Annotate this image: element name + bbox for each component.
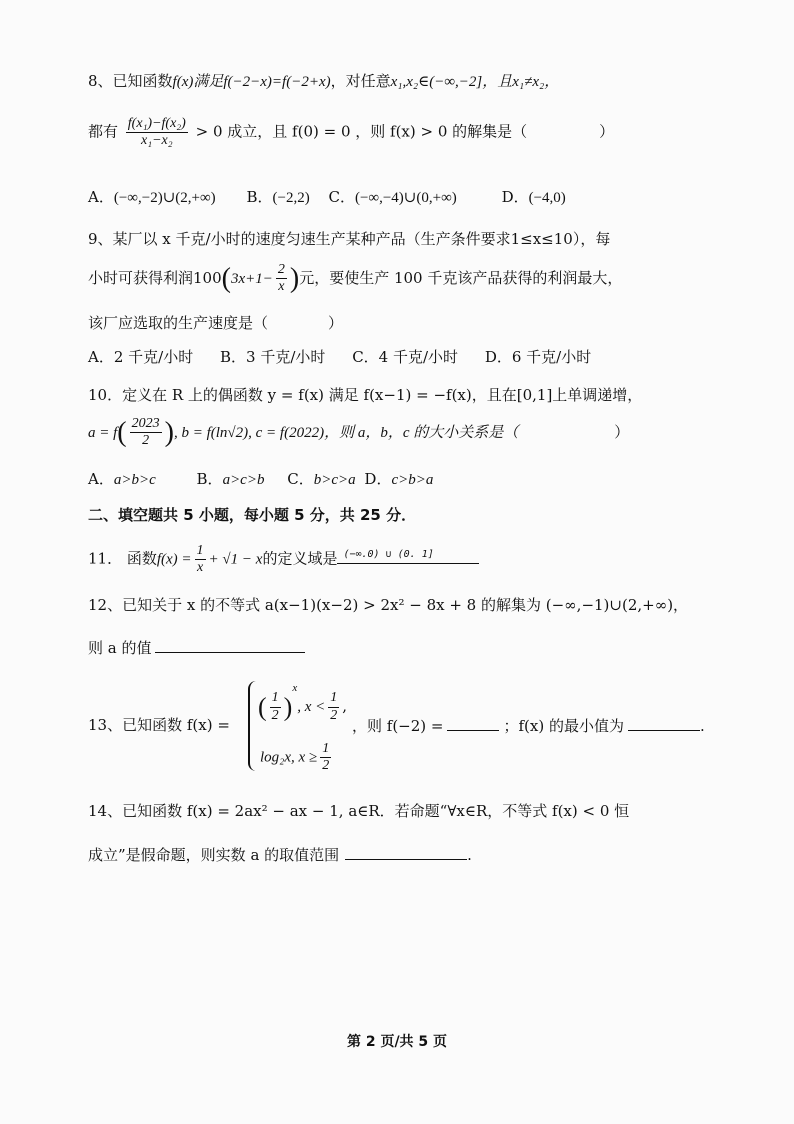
q12-answer-blank[interactable]	[155, 638, 305, 653]
q13-mid: ，则 f(−2) =	[352, 717, 444, 735]
option-label: C．	[328, 188, 355, 206]
q10-a-prefix: a = f	[88, 424, 118, 441]
q13-case2-expr: log₂x, x ≥	[260, 749, 318, 766]
option-text: (−2,2)	[272, 190, 310, 206]
q8-set: x₁,x₂∈(−∞,−2]	[390, 74, 483, 90]
q9-frac-den: x	[278, 279, 285, 295]
q9-fraction	[276, 262, 287, 295]
q8-option-a[interactable]	[88, 188, 216, 206]
q8-fraction	[126, 116, 188, 149]
q8-mid-text: ，对任意	[330, 72, 391, 90]
q8-option-d[interactable]	[502, 188, 566, 206]
q13-exponent: x	[292, 682, 298, 694]
q11-fraction	[195, 543, 206, 576]
q13-base-den: 2	[271, 707, 279, 723]
q13-case1-cond: , x <	[297, 699, 326, 715]
q13-blank1[interactable]	[447, 716, 499, 731]
q10-line2-tail: , b = f(ln√2), c = f(2022)，则 a，b，c 的大小关系是（	[173, 424, 519, 441]
q9-line2-tail: 元，要使生产 100 千克该产品获得的利润最大，	[299, 268, 623, 287]
option-text: a>b>c	[113, 472, 156, 488]
q13-case2-half-den: 2	[322, 758, 330, 774]
q8-line2-mid: > 0 成立，且 f(0) = 0 ，则 f(x) > 0 的解集是（	[195, 122, 528, 141]
q13-base-num: 1	[271, 690, 279, 706]
q8-tail: ，且x₁≠x₂，	[482, 74, 560, 90]
q8-options	[88, 188, 566, 207]
option-label: C．	[287, 470, 314, 488]
q9-option-d[interactable]	[485, 348, 591, 366]
section-heading: 二、填空题共 5 小题，每小题 5 分，共 25 分．	[88, 506, 417, 524]
q8-line1	[88, 72, 559, 91]
q9-frac-num: 2	[277, 262, 285, 278]
q9-line2-prefix: 小时可获得利润100	[88, 268, 222, 287]
q8-frac-den: x₁−x₂	[141, 133, 173, 149]
q10-line1: 10．定义在 R 上的偶函数 y = f(x) 满足 f(x−1) = −f(x)，且在[0,1]上单调递增，	[88, 386, 643, 404]
option-label: A．	[88, 188, 114, 206]
q11-expr-b: + √1 − x	[208, 551, 263, 568]
q10-fraction	[130, 416, 162, 449]
option-text: 4 千克/小时	[378, 348, 459, 366]
q9-option-b[interactable]	[220, 348, 325, 366]
q8-stem-text: 8、已知函数	[88, 72, 173, 90]
q8-line2	[88, 116, 614, 149]
q11-frac-den: x	[196, 560, 204, 576]
q13-case1-end: ,	[342, 697, 348, 715]
q11-line	[88, 543, 479, 576]
q8-line2-prefix: 都有	[88, 122, 119, 141]
option-label: A．	[88, 470, 114, 488]
option-text: c>b>a	[391, 472, 434, 488]
q13-case2-half-num: 1	[322, 741, 330, 756]
q10-frac-num: 2023	[131, 416, 160, 432]
q8-close-paren: ）	[599, 122, 615, 141]
q9-line1: 9、某厂以 x 千克/小时的速度匀速生产某种产品（生产条件要求1≤x≤10），每	[88, 230, 611, 248]
option-label: A．	[88, 348, 114, 366]
option-label: B．	[246, 188, 273, 206]
q10-options	[88, 470, 433, 489]
q13-tail	[352, 716, 705, 735]
page-number: 第 2 页/共 5 页	[346, 1034, 448, 1050]
q8-option-b[interactable]	[246, 188, 309, 206]
q8-condition: f(x)满足f(−2−x)=f(−2+x)	[172, 74, 331, 90]
q11-answer-blank[interactable]	[337, 549, 479, 564]
q9-line3: 该厂应选取的生产速度是（ ）	[88, 314, 344, 332]
option-text: (−∞,−4)∪(0,+∞)	[354, 190, 457, 206]
q13-case1-base	[270, 690, 281, 723]
option-text: 2 千克/小时	[113, 348, 194, 366]
q10-option-c[interactable]	[287, 470, 355, 488]
option-label: D．	[364, 470, 392, 488]
q13-end: .	[699, 717, 705, 735]
q12-line2	[88, 638, 305, 657]
q11-frac-num: 1	[196, 543, 204, 558]
q11-prefix: 11． 函数	[88, 549, 157, 568]
q13-mid2: ；f(x) 的最小值为	[503, 717, 624, 735]
q13-half-num: 1	[330, 690, 338, 706]
option-text: (−4,0)	[528, 190, 566, 206]
q14-line2-text: 成立”是假命题，则实数 a 的取值范围	[88, 846, 340, 864]
q14-end: .	[467, 846, 472, 864]
q9-expr: 3x+1−	[230, 270, 273, 287]
option-label: D．	[501, 188, 529, 206]
q13-case2-half	[320, 741, 331, 774]
q10-line2: a = f( $\frac{2023}{2}$ ), b = f(ln√2), c = f(2022)，则 a，b，c 的大小关系是（ ）	[88, 416, 630, 449]
q9-option-c[interactable]	[352, 348, 458, 366]
q9-options	[88, 348, 591, 366]
q14-line2	[88, 845, 472, 864]
option-text: (−∞,−2)∪(2,+∞)	[113, 190, 216, 206]
q10-option-b[interactable]	[197, 470, 265, 488]
option-text: 3 千克/小时	[246, 348, 326, 366]
q13-case2	[260, 741, 334, 774]
option-text: 6 千克/小时	[511, 348, 592, 366]
q11-expr-a: f(x) =	[156, 551, 192, 568]
option-text: b>c>a	[313, 472, 356, 488]
q13-case1: ( $\frac{1}{2}$ )$^x$, x < $\frac{1}{2}$ ,	[258, 682, 348, 723]
q9-line2: 小时可获得利润100(3x+1− $\frac{2}{x}$ )元，要使生产 100 千克该产品获得的利润最大，	[88, 262, 623, 295]
q10-option-d[interactable]	[364, 470, 433, 488]
q14-answer-blank[interactable]	[345, 845, 467, 860]
q13-half-den: 2	[330, 707, 338, 723]
q10-close-paren: ）	[614, 422, 630, 441]
q10-option-a[interactable]	[88, 470, 156, 488]
q13-case1-half	[328, 690, 339, 723]
option-label: B．	[196, 470, 223, 488]
option-label: B．	[220, 348, 247, 366]
option-text: a>c>b	[222, 472, 265, 488]
q13-blank2[interactable]	[628, 716, 700, 731]
q8-option-c[interactable]	[328, 188, 456, 206]
q11-tail: 的定义域是	[262, 549, 338, 568]
q10-frac-den: 2	[142, 433, 150, 449]
q11-handwritten-answer: (−∞.0) ∪ (0. 1]	[343, 548, 434, 560]
option-label: C．	[352, 348, 379, 366]
q14-line1: 14、已知函数 f(x) = 2ax² − ax − 1, a∈R．若命题“∀x∈R，不等式 f(x) < 0 恒	[88, 802, 630, 820]
q8-frac-num: f(x₁)−f(x₂)	[127, 116, 186, 131]
q12-line1: 12、已知关于 x 的不等式 a(x−1)(x−2) > 2x² − 8x + 8 的解集为 (−∞,−1)∪(2,+∞)，	[88, 596, 689, 614]
option-label: D．	[484, 348, 512, 366]
q13-prefix: 13、已知函数 f(x) =	[88, 716, 230, 734]
q12-line2-text: 则 a 的值	[88, 639, 152, 657]
q13-brace	[248, 681, 258, 771]
q9-option-a[interactable]	[88, 348, 193, 366]
